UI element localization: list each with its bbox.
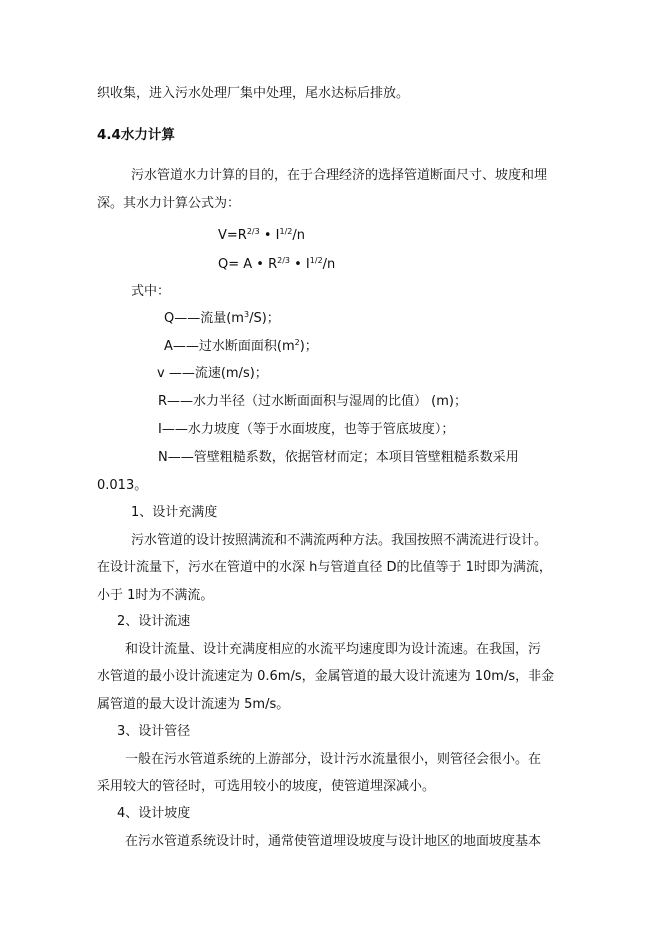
where-label: 式中：: [131, 284, 171, 299]
definition-part: A——过水断面面积(m: [164, 339, 295, 354]
section-heading: 4.4水力计算: [97, 127, 175, 143]
paragraph-line: 污水管道水力计算的目的，在于合理经济的选择管道断面尺寸、坡度和埋: [131, 168, 548, 183]
formula-part: /n: [322, 257, 336, 272]
formula-flow: [218, 257, 335, 273]
definition-n: N——管壁粗糙系数，依据管材而定；本项目管壁粗糙系数采用: [158, 450, 519, 465]
formula-superscript: 1/2: [309, 256, 323, 265]
definition-part: /S)；: [249, 311, 280, 326]
definition-i: I——水力坡度（等于水面坡度，也等于管底坡度）；: [158, 422, 455, 437]
formula-part: Q= A • R: [218, 257, 278, 272]
paragraph-line: 0.013。: [97, 478, 148, 493]
definition-part: )；: [299, 339, 318, 354]
definition-v: v ——流速(m/s)；: [157, 366, 268, 381]
paragraph-line: 织收集，进入污水处理厂集中处理，尾水达标后排放。: [97, 86, 410, 101]
formula-part: /n: [292, 228, 305, 243]
paragraph-line: 属管道的最大设计流速为 5m/s。: [97, 697, 290, 712]
paragraph-line: 和设计流量、设计充满度相应的水流平均速度即为设计流速。在我国，污: [125, 642, 542, 657]
definition-part: Q——流量(m: [164, 311, 244, 326]
formula-part: V=R: [218, 228, 247, 243]
formula-superscript: 2/3: [246, 227, 260, 236]
paragraph-line: 采用较大的管径时，可选用较小的坡度，使管道埋深减小。: [97, 779, 436, 794]
definition-a: [164, 339, 318, 355]
paragraph-line: 在污水管道系统设计时，通常使管道埋设坡度与设计地区的地面坡度基本: [125, 834, 542, 849]
definition-superscript: 2: [294, 338, 300, 347]
formula-part: • I: [290, 257, 310, 272]
formula-velocity: [218, 228, 305, 244]
paragraph-line: 小于 1时为不满流。: [97, 588, 214, 603]
subsection-title: 1、设计充满度: [131, 505, 218, 520]
paragraph-line: 水管道的最小设计流速定为 0.6m/s，金属管道的最大设计流速为 10m/s，非金: [97, 669, 555, 684]
subsection-title: 3、设计管径: [117, 724, 191, 739]
subsection-title: 2、设计流速: [117, 614, 191, 629]
subsection-title: 4、设计坡度: [117, 806, 191, 821]
formula-superscript: 2/3: [277, 256, 290, 265]
definition-q: [164, 311, 280, 327]
formula-part: • I: [259, 228, 280, 243]
definition-r: R——水力半径（过水断面面积与湿周的比值） (m)；: [158, 394, 467, 409]
paragraph-line: 在设计流量下，污水在管道中的水深 h与管道直径 D的比值等于 1时即为满流，: [97, 560, 552, 575]
paragraph-line: 深。其水力计算公式为：: [97, 196, 241, 211]
formula-superscript: 1/2: [279, 227, 293, 236]
paragraph-line: 污水管道的设计按照满流和不满流两种方法。我国按照不满流进行设计。: [131, 533, 548, 548]
definition-superscript: 3: [243, 310, 250, 319]
paragraph-line: 一般在污水管道系统的上游部分，设计污水流量很小，则管径会很小。在: [125, 752, 542, 767]
